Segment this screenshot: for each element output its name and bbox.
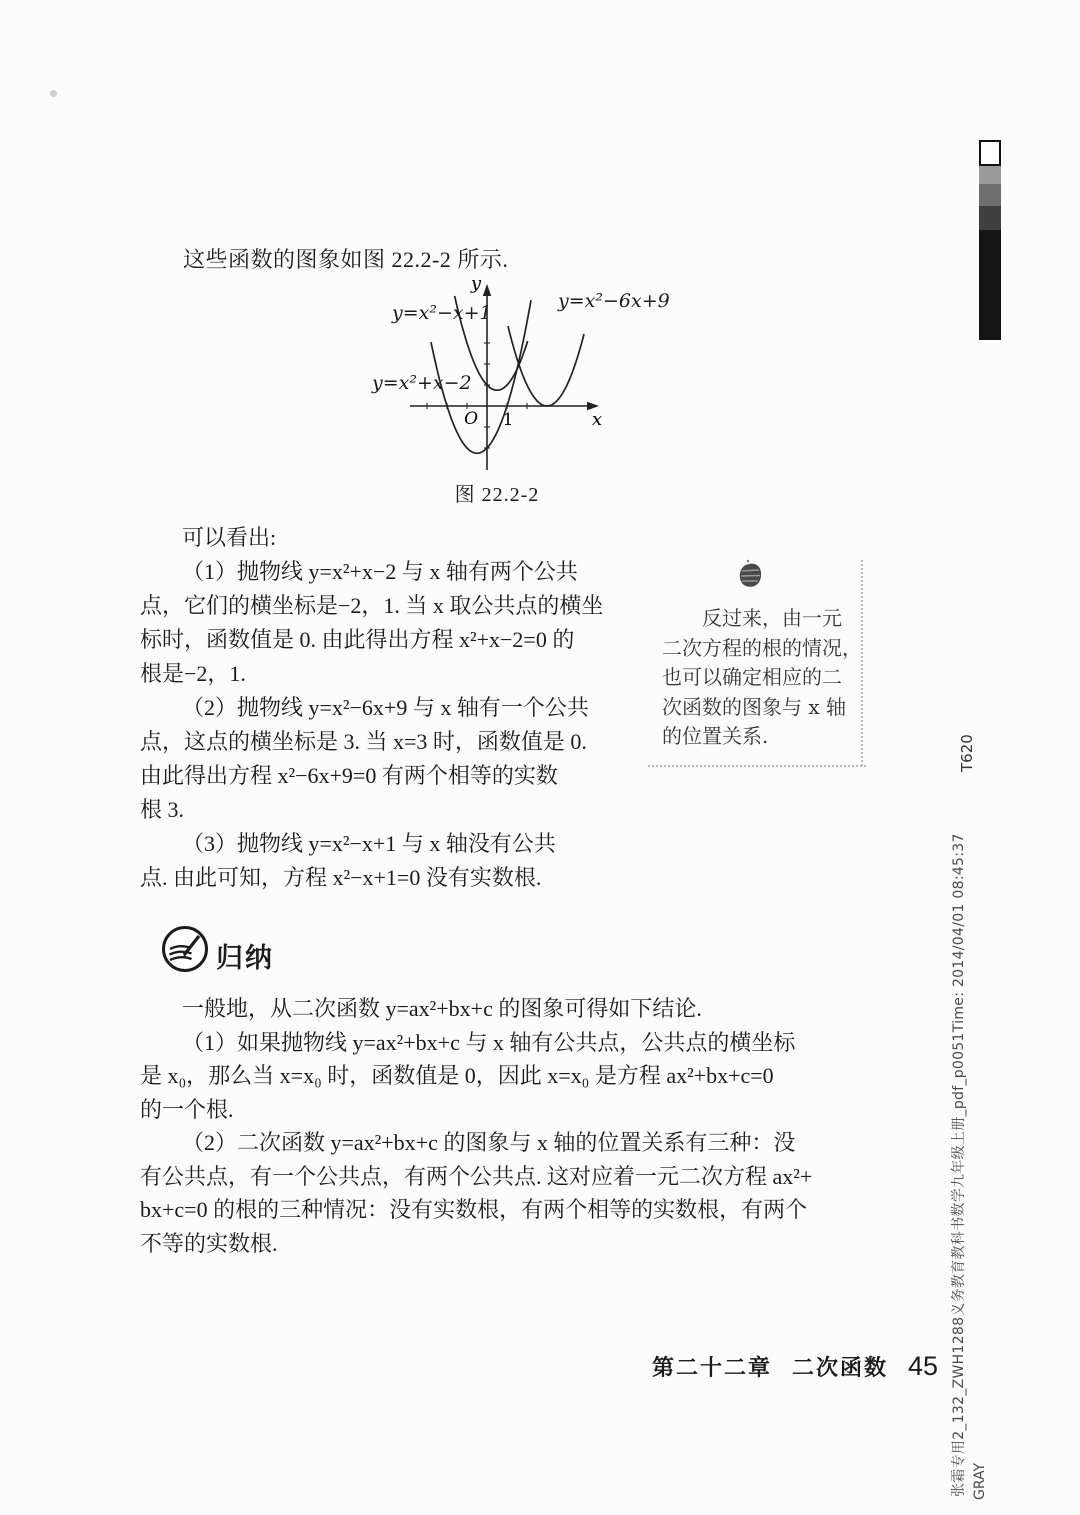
parabola-2	[508, 326, 584, 406]
body-line: 点. 由此可知，方程 x²−x+1=0 没有实数根.	[140, 865, 542, 890]
summary-line: bx+c=0 的根的三种情况：没有实数根，有两个相等的实数根，有两个	[140, 1197, 808, 1222]
calibration-segment	[979, 230, 1001, 340]
margin-note-line: 二次方程的根的情况，	[662, 635, 862, 660]
body-line: 由此得出方程 x²−6x+9=0 有两个相等的实数	[140, 763, 558, 788]
summary-line: （1）如果抛物线 y=ax²+bx+c 与 x 轴有公共点，公共点的横坐标	[182, 1029, 796, 1055]
y-axis-label: y	[470, 273, 481, 294]
curve-label-x2+x-2: y=x²+x−2	[372, 372, 472, 394]
scan-artifact-dot	[50, 90, 57, 97]
notebook-pencil-icon	[160, 924, 210, 974]
calibration-segment	[979, 184, 1001, 206]
section-label: 二次函数	[792, 1355, 889, 1380]
body-text	[140, 521, 660, 895]
summary-line: 的一个根.	[140, 1096, 234, 1122]
body-line: （2）抛物线 y=x²−6x+9 与 x 轴有一个公共	[182, 695, 589, 720]
margin-note-line: 反过来，由一元	[702, 606, 842, 630]
page-number: 45	[908, 1351, 939, 1381]
body-line: 可以看出:	[182, 525, 277, 550]
summary-line: （2）二次函数 y=ax²+bx+c 的图象与 x 轴的位置关系有三种：没	[182, 1130, 796, 1155]
gray-label: GRAY	[972, 1462, 988, 1500]
origin-label: O	[464, 409, 478, 429]
chapter-label: 第二十二章	[652, 1355, 773, 1380]
margin-note-line: 也可以确定相应的二	[662, 665, 842, 689]
margin-note	[662, 604, 864, 752]
body-line: 标时，函数值是 0. 由此得出方程 x²+x−2=0 的	[140, 627, 575, 652]
summary-line: 一般地，从二次函数 y=ax²+bx+c 的图象可得如下结论.	[182, 996, 702, 1021]
calibration-segment	[979, 140, 1001, 166]
body-line: 根是−2，1.	[140, 661, 246, 686]
page-footer	[652, 1351, 938, 1382]
curve-label-x2-x+1: y=x²−x+1	[392, 302, 492, 324]
summary-line: 不等的实数根.	[140, 1230, 278, 1256]
intro-sentence: 这些函数的图象如图 22.2-2 所示.	[183, 247, 509, 272]
figure-caption: 图 22.2-2	[454, 484, 540, 506]
body-line: 根 3.	[140, 797, 185, 822]
body-line: （3）抛物线 y=x²−x+1 与 x 轴没有公共	[182, 831, 556, 856]
curve-label-x2-6x+9: y=x²−6x+9	[558, 290, 670, 312]
summary-heading: 归纳	[216, 943, 274, 973]
margin-note-line: 次函数的图象与 x 轴	[662, 694, 846, 719]
margin-note-line: 的位置关系.	[662, 724, 769, 748]
watermark-text: 张霜专用2_132_ZWH1288义务教育教科书数学九年级上册_pdf_p0051Time: 2014/04/01 08:45:37	[951, 833, 967, 1497]
x-axis-label: x	[592, 409, 603, 430]
calibration-segment	[979, 166, 1001, 184]
note-dotted-border-bottom	[648, 765, 866, 767]
body-line: 点，它们的横坐标是−2，1. 当 x 取公共点的横坐	[140, 593, 604, 618]
grayscale-calibration-bar	[979, 140, 1001, 340]
summary-line: 有公共点，有一个公共点，有两个公共点. 这对应着一元二次方程 ax²+	[140, 1163, 813, 1189]
ink-stamp-icon	[733, 556, 767, 594]
note-dotted-border-right	[861, 560, 863, 766]
calibration-segment	[979, 206, 1001, 230]
y-axis-arrow	[483, 284, 491, 296]
body-line: （1）抛物线 y=x²+x−2 与 x 轴有两个公共	[182, 559, 578, 584]
axis-ticks	[427, 343, 527, 448]
summary-line: 是 x₀，那么当 x=x₀ 时，函数值是 0，因此 x=x₀ 是方程 ax²+bx+c=0	[140, 1063, 774, 1088]
x-tick-label-1: 1	[502, 410, 514, 430]
print-code: T620	[958, 734, 976, 772]
body-line: 点，这点的横坐标是 3. 当 x=3 时，函数值是 0.	[140, 729, 587, 754]
summary-text	[140, 992, 880, 1260]
